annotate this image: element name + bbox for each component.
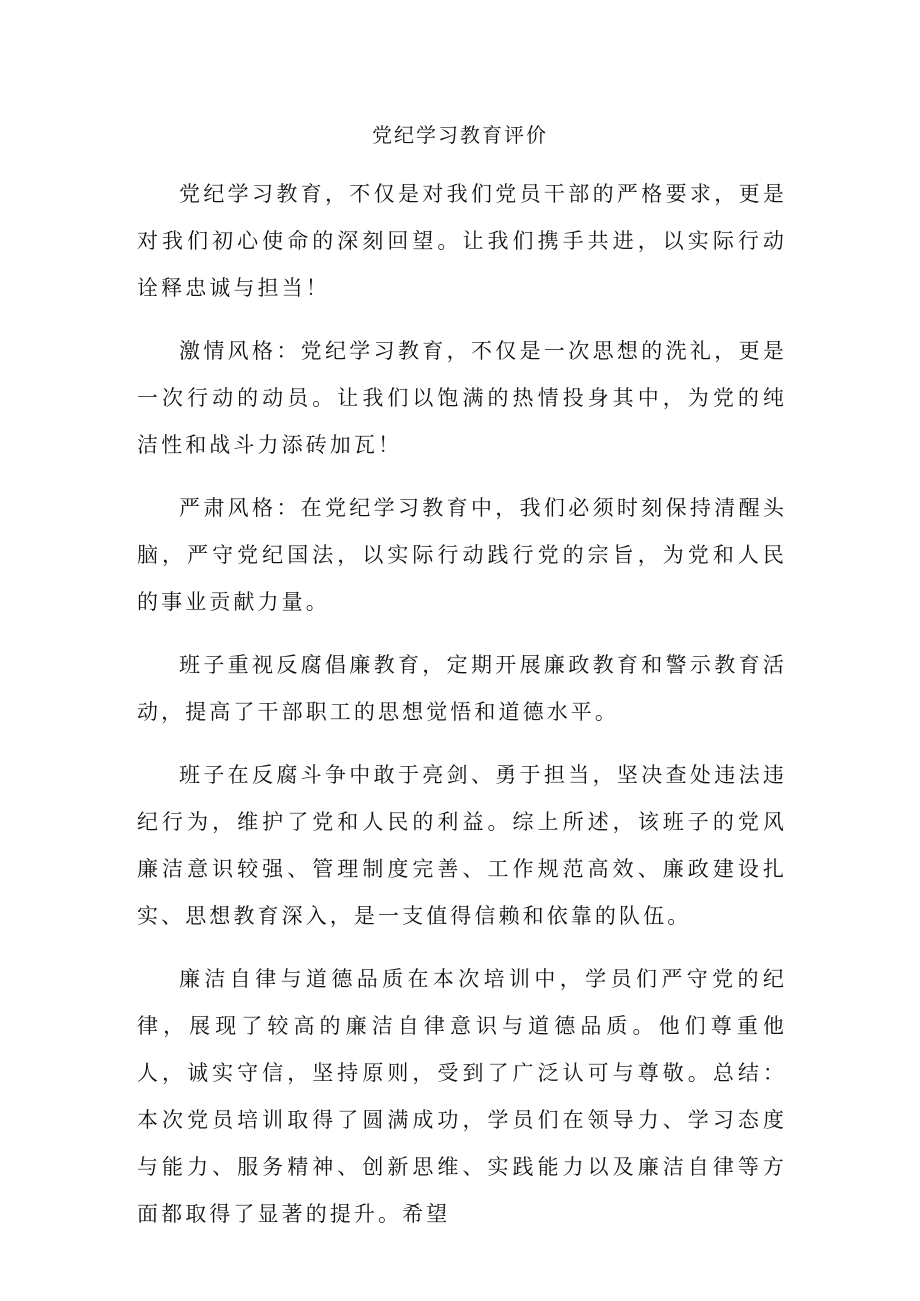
paragraph-4: 班子重视反腐倡廉教育，定期开展廉政教育和警示教育活动，提高了干部职工的思想觉悟和道德水平。 bbox=[137, 653, 787, 724]
document-title: 党纪学习教育评价 bbox=[372, 123, 548, 147]
document-body bbox=[137, 171, 787, 1254]
paragraph-3: 严肃风格：在党纪学习教育中，我们必须时刻保持清醒头脑，严守党纪国法，以实际行动践行党的宗旨，为党和人民的事业贡献力量。 bbox=[137, 496, 787, 614]
paragraph-1: 党纪学习教育，不仅是对我们党员干部的严格要求，更是对我们初心使命的深刻回望。让我们携手共进，以实际行动诠释忠诚与担当！ bbox=[137, 182, 787, 300]
paragraph-5: 班子在反腐斗争中敢于亮剑、勇于担当，坚决查处违法违纪行为，维护了党和人民的利益。综上所述，该班子的党风廉洁意识较强、管理制度完善、工作规范高效、廉政建设扎实、思想教育深入，是一支值得信赖和依靠的队伍。 bbox=[137, 763, 787, 928]
paragraph-6: 廉洁自律与道德品质在本次培训中，学员们严守党的纪律，展现了较高的廉洁自律意识与道德品质。他们尊重他人，诚实守信，坚持原则，受到了广泛认可与尊敬。总结：本次党员培训取得了圆满成功，学员们在领导力、学习态度与能力、服务精神、创新思维、实践能力以及廉洁自律等方面都取得了显著的提升。希望 bbox=[137, 967, 787, 1226]
paragraph-2: 激情风格：党纪学习教育，不仅是一次思想的洗礼，更是一次行动的动员。让我们以饱满的热情投身其中，为党的纯洁性和战斗力添砖加瓦！ bbox=[137, 339, 787, 457]
